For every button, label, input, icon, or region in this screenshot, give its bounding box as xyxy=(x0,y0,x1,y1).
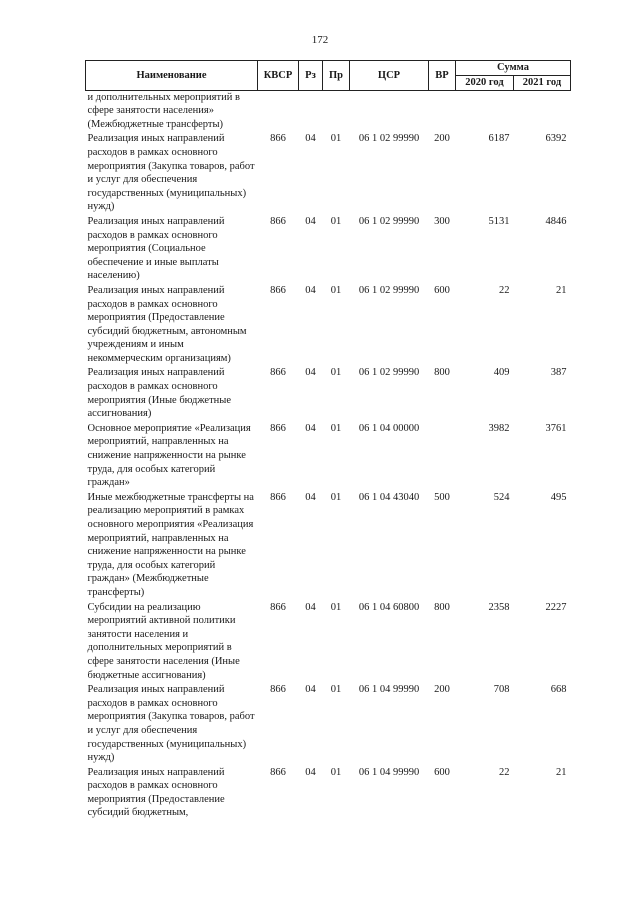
header-2021: 2021 год xyxy=(514,76,571,91)
table-header xyxy=(86,61,571,91)
header-name: Наименование xyxy=(86,61,258,91)
row-name: Иные межбюджетные трансферты на реализацию мероприятий в рамках основного мероприятия «Реализация мероприятий, направленных на снижение напряженности на рынке труда, для особых категорий граждан» (Межбюджетные трансферты) xyxy=(87,491,254,598)
row-vr: 800 xyxy=(434,601,450,613)
header-2020: 2020 год xyxy=(456,76,514,91)
row-pr: 01 xyxy=(330,766,342,778)
row-pr: 01 xyxy=(330,491,342,503)
row-sum-2020: 3982 xyxy=(488,422,510,434)
row-name: Основное мероприятие «Реализация мероприятий, направленных на снижение напряженности на рынке труда, для особых категорий граждан» xyxy=(87,422,251,489)
row-kvsr: 866 xyxy=(270,367,286,379)
table-body xyxy=(86,90,571,821)
row-vr: 300 xyxy=(434,215,450,227)
row-sum-2021: 6392 xyxy=(545,133,567,145)
row-name: Реализация иных направлений расходов в рамках основного мероприятия (Предоставление субсидий бюджетным, xyxy=(87,766,225,819)
table-row xyxy=(86,766,571,821)
row-kvsr xyxy=(258,90,299,132)
row-pr: 01 xyxy=(330,367,342,379)
row-kvsr: 866 xyxy=(270,766,286,778)
row-pr: 01 xyxy=(330,684,342,696)
row-name: Реализация иных направлений расходов в рамках основного мероприятия (Предоставление субсидий бюджетным, автономным учреждениям и иным некоммерческим организациям) xyxy=(87,284,247,364)
row-sum-2020: 524 xyxy=(493,491,510,503)
row-csr: 06 1 04 43040 xyxy=(358,491,420,503)
header-pr: Пр xyxy=(323,61,350,91)
row-pr: 01 xyxy=(330,133,342,145)
row-pr: 01 xyxy=(330,422,342,434)
row-sum-2021 xyxy=(514,90,571,132)
row-vr: 800 xyxy=(434,367,450,379)
row-kvsr: 866 xyxy=(270,422,286,434)
row-rz: 04 xyxy=(305,133,316,145)
row-name: Реализация иных направлений расходов в рамках основного мероприятия (Социальное обеспечение и иные выплаты населению) xyxy=(87,215,225,282)
row-csr xyxy=(350,90,429,132)
row-sum-2021: 2227 xyxy=(545,601,567,613)
row-rz: 04 xyxy=(305,215,316,227)
row-sum-2020 xyxy=(456,90,514,132)
row-rz: 04 xyxy=(305,491,316,503)
row-csr: 06 1 04 00000 xyxy=(358,422,420,434)
row-rz: 04 xyxy=(305,601,316,613)
row-name: Субсидии на реализацию мероприятий активной политики занятости населения и дополнительных мероприятий в сфере занятости населения (Иные бюджетные ассигнования) xyxy=(87,601,240,681)
row-rz: 04 xyxy=(305,684,316,696)
table-row xyxy=(86,683,571,766)
row-name: и дополнительных мероприятий в сфере занятости населения» (Межбюджетные трансферты) xyxy=(87,91,240,130)
row-sum-2020: 22 xyxy=(499,766,510,778)
row-kvsr: 866 xyxy=(270,601,286,613)
row-vr: 600 xyxy=(434,766,450,778)
row-kvsr: 866 xyxy=(270,684,286,696)
row-sum-2020: 6187 xyxy=(488,133,510,145)
row-kvsr: 866 xyxy=(270,215,286,227)
row-sum-2020: 2358 xyxy=(488,601,510,613)
row-csr: 06 1 04 99990 xyxy=(358,766,420,778)
header-vr: ВР xyxy=(429,61,456,91)
row-vr xyxy=(429,422,456,491)
row-pr: 01 xyxy=(330,284,342,296)
row-rz: 04 xyxy=(305,422,316,434)
row-csr: 06 1 02 99990 xyxy=(358,367,420,379)
row-vr: 200 xyxy=(434,684,450,696)
row-csr: 06 1 02 99990 xyxy=(358,284,420,296)
row-vr: 600 xyxy=(434,284,450,296)
header-kvsr: КВСР xyxy=(258,61,299,91)
row-csr: 06 1 02 99990 xyxy=(358,215,420,227)
row-rz: 04 xyxy=(305,367,316,379)
row-vr xyxy=(429,90,456,132)
row-kvsr: 866 xyxy=(270,284,286,296)
row-sum-2021: 668 xyxy=(550,684,567,696)
table-row xyxy=(86,132,571,215)
row-name: Реализация иных направлений расходов в рамках основного мероприятия (Закупка товаров, работ и услуг для обеспечения государственных (муниципальных) нужд) xyxy=(87,684,255,764)
row-sum-2020: 708 xyxy=(493,684,510,696)
table-row xyxy=(86,422,571,491)
row-sum-2021: 3761 xyxy=(545,422,567,434)
row-vr: 200 xyxy=(434,133,450,145)
row-sum-2021: 495 xyxy=(550,491,567,503)
row-kvsr: 866 xyxy=(270,491,286,503)
row-name: Реализация иных направлений расходов в рамках основного мероприятия (Закупка товаров, работ и услуг для обеспечения государственных (муниципальных) нужд) xyxy=(87,133,255,213)
row-pr: 01 xyxy=(330,215,342,227)
header-rz: Рз xyxy=(299,61,323,91)
row-sum-2020: 22 xyxy=(499,284,510,296)
row-sum-2020: 409 xyxy=(493,367,510,379)
row-rz: 04 xyxy=(305,284,316,296)
row-pr xyxy=(323,90,350,132)
row-sum-2021: 21 xyxy=(556,284,567,296)
row-csr: 06 1 04 60800 xyxy=(358,601,420,613)
table-row xyxy=(86,90,571,132)
row-sum-2021: 387 xyxy=(550,367,567,379)
budget-table xyxy=(85,60,571,821)
header-sum: Сумма xyxy=(456,61,571,76)
page-number: 172 xyxy=(311,34,329,46)
row-sum-2021: 4846 xyxy=(545,215,567,227)
row-name: Реализация иных направлений расходов в рамках основного мероприятия (Иные бюджетные ассигнования) xyxy=(87,367,232,420)
table-row xyxy=(86,491,571,601)
row-sum-2021: 21 xyxy=(556,766,567,778)
table-row xyxy=(86,215,571,284)
row-vr: 500 xyxy=(434,491,450,503)
row-sum-2020: 5131 xyxy=(488,215,510,227)
row-rz xyxy=(299,90,323,132)
row-csr: 06 1 02 99990 xyxy=(358,133,420,145)
row-kvsr: 866 xyxy=(270,133,286,145)
row-csr: 06 1 04 99990 xyxy=(358,684,420,696)
table-row xyxy=(86,601,571,684)
table-row xyxy=(86,366,571,421)
table-row xyxy=(86,284,571,367)
row-pr: 01 xyxy=(330,601,342,613)
row-rz: 04 xyxy=(305,766,316,778)
header-csr: ЦСР xyxy=(350,61,429,91)
